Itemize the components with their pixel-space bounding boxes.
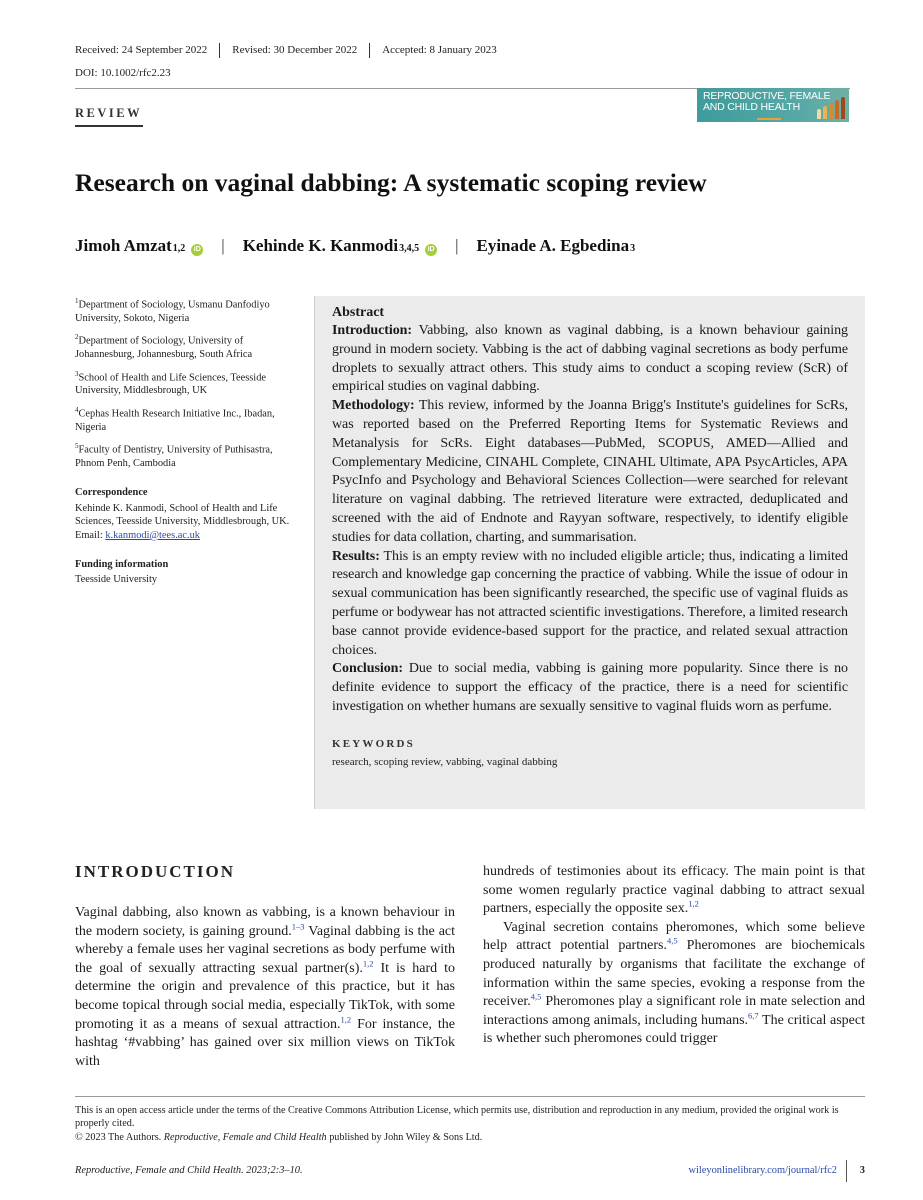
citation-link[interactable]: 1,2 <box>362 958 374 969</box>
accepted-date: Accepted: 8 January 2023 <box>369 43 509 58</box>
paragraph: Vaginal secretion contains pheromones, which some believe help attract potential partners.$^{4,5}$ Pheromones are biochemicals produced naturally by organisms that facilitate the exchange of information within the same species, evoking a response from the receiver.$^{4,5}$ Pheromones play a significant role in mate selection and interactions among animals, including humans.$^{6,7}$ The critical aspect is whether such pheromones could trigger <box>483 919 866 1047</box>
abstract-conclusion: Conclusion: Due to social media, vabbing is gaining more popularity. Since there is no definite evidence to support the efficacy of the practice, there is a need for scientific investigation on whether humans are sexually sensitive to vaginal fluids worn as perfume. <box>332 661 848 714</box>
keywords: research, scoping review, vabbing, vaginal dabbing <box>332 755 558 768</box>
author-name: Kehinde K. Kanmodi <box>242 236 399 255</box>
license-text: This is an open access article under the terms of the Creative Commons Attribution License, which permits use, distribution and reproduction in any medium, provided the original work is properly cited. <box>75 1105 839 1130</box>
author-name: Jimoh Amzat <box>75 236 172 255</box>
affiliation: $^3$School of Health and Life Sciences, Teesside University, Middlesbrough, UK <box>75 369 266 397</box>
article-title: Research on vaginal dabbing: A systematic scoping review <box>75 168 707 197</box>
author-affiliation-ref: 1,2 <box>172 243 186 254</box>
journal-logo <box>697 88 849 122</box>
revised-date: Revised: 30 December 2022 <box>219 43 369 58</box>
license-notice <box>75 1104 865 1144</box>
abstract-panel <box>314 296 865 809</box>
journal-logo-line2: AND CHILD HEALTH <box>703 101 800 113</box>
abstract-methodology: Methodology: This review, informed by the Joanna Brigg's Institute's guidelines for ScRs, was reported based on the Preferred Reporting Items for Systematic Reviews and Metanalysis for ScRs. Eight databases—PubMed, SCOPUS, AMED—Allied and Complementary Medicine, CINAHL Complete, CINAHL Ultimate, APA PsycArticles, APA PsycInfo and Psychology and Behavioral Sciences Collection—were searched for relevant literature on vaginal dabbing. The retrieved literature were extracted, deduplicated and screened with the aid of Endnote and Rayyan software, respectively, to identify eligible studies for data collation, charting, and summarisation. <box>332 398 848 545</box>
page-number: 3 <box>859 1165 865 1176</box>
funding-heading: Funding information <box>75 559 169 571</box>
publication-dates <box>75 43 509 58</box>
paragraph: hundreds of testimonies about its efficacy. The main point is that some women regularly practice vaginal dabbing to attract sexual partners, especially the opposite sex.$^{1,2}$ <box>483 864 865 917</box>
logo-accent <box>757 118 781 120</box>
affiliation: $^2$Department of Sociology, University of Johannesburg, Johannesburg, South Africa <box>75 333 253 361</box>
citation-link[interactable]: 1,2 <box>688 898 699 909</box>
correspondence-heading: Correspondence <box>75 487 148 499</box>
funding-text: Teesside University <box>75 574 158 586</box>
citation-link[interactable]: 4,5 <box>666 935 678 946</box>
citation-link[interactable]: 1,2 <box>340 1013 352 1024</box>
abstract-results: Results: This is an empty review with no included eligible article; thus, indicating a limited research and knowledge gap concerning the practice of vabbing. While the issue of odour in sexual communication has been significantly researched, the specific use of vaginal fluids as perfume or bodywear has not attracted scientific investigations. Therefore, a limited research base cannot provide evidence-based support for the practice, and related sexual attraction choices. <box>332 548 848 658</box>
section-label: REVIEW <box>75 106 143 127</box>
correspondence-text: Kehinde K. Kanmodi, School of Health and Life Sciences, Teesside University, Middlesbrough, UK. <box>75 502 290 528</box>
citation-link[interactable]: 6,7 <box>748 1010 759 1021</box>
author-list <box>75 236 635 256</box>
abstract-heading: Abstract <box>332 305 385 320</box>
paragraph: Vaginal dabbing, also known as vabbing, is a known behaviour in the modern society, is gaining ground.$^{1-3}$ Vaginal dabbing is the act whereby a female uses her vaginal secretions as body perfume with the goal of sexually attracting sexual partner(s).$^{1,2}$ It is hard to determine the origin and prevalence of this practice, but it has become topical through social media, especially TikTok, with some promoting it as a means of sexual attraction.$^{1,2}$ For instance, the hashtag ‘#vabbing’ has gained over six million views on TikTok with <box>75 905 456 1069</box>
journal-citation: Reproductive, Female and Child Health. 2023;2:3–10. <box>75 1165 303 1176</box>
affiliation: $^1$Department of Sociology, Usmanu Danfodiyo University, Sokoto, Nigeria <box>75 297 270 324</box>
author-affiliation-ref: 3,4,5 <box>399 243 420 254</box>
footer-separator <box>846 1160 847 1182</box>
affiliation: $^4$Cephas Health Research Initiative Inc., Ibadan, Nigeria <box>75 405 275 433</box>
logo-figures-icon <box>817 97 845 119</box>
affiliations-sidebar <box>75 295 300 587</box>
body-column-left <box>75 904 455 1071</box>
footer-divider <box>75 1096 865 1097</box>
orcid-icon[interactable]: iD <box>425 244 437 256</box>
journal-url-link[interactable]: wileyonlinelibrary.com/journal/rfc2 <box>688 1165 837 1176</box>
abstract-introduction: Introduction: Vabbing, also known as vaginal dabbing, is a known behaviour gaining ground in modern society. Vabbing is the act of dabbing vaginal secretions as body perfume droplets to sexually attract others. This study aims to conduct a scoping review (ScR) of empirical studies on vaginal dabbing. <box>332 323 848 395</box>
orcid-icon[interactable]: iD <box>191 244 203 256</box>
author-separator: | <box>221 236 225 255</box>
introduction-heading: INTRODUCTION <box>75 862 236 881</box>
received-date: Received: 24 September 2022 <box>75 44 208 56</box>
author-name: Eyinade A. Egbedina <box>476 236 630 255</box>
journal-logo-line1: REPRODUCTIVE, FEMALE <box>703 90 831 102</box>
keywords-heading: KEYWORDS <box>332 737 415 750</box>
doi: DOI: 10.1002/rfc2.23 <box>75 67 171 79</box>
author-separator: | <box>455 236 459 255</box>
citation-link[interactable]: 4,5 <box>530 991 542 1002</box>
affiliation: $^5$Faculty of Dentistry, University of Puthisastra, Phnom Penh, Cambodia <box>75 442 273 469</box>
correspondence-email: Email: k.kanmodi@tees.ac.uk <box>75 529 201 541</box>
author-affiliation-ref: 3 <box>630 243 636 254</box>
copyright-line: © 2023 The Authors. Reproductive, Female and Child Health published by John Wiley & Sons Ltd. <box>75 1131 483 1143</box>
citation-link[interactable]: 1–3 <box>291 920 305 931</box>
body-column-right <box>483 863 865 1049</box>
email-link[interactable]: k.kanmodi@tees.ac.uk <box>105 529 201 541</box>
